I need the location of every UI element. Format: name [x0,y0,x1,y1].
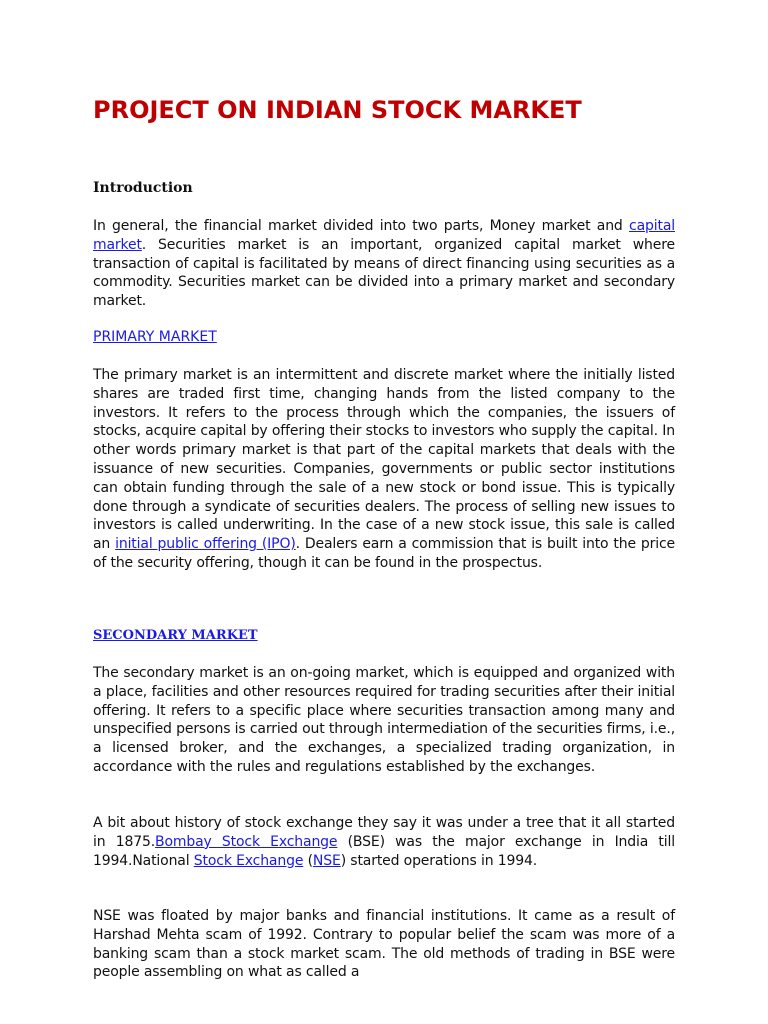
history-text-2: (BSE) was the major exchange in India till 1994.National [93,833,675,869]
ipo-link[interactable]: initial public offering (IPO) [115,536,296,553]
history-text-3: ( [303,852,313,869]
primary-market-paragraph [93,366,675,573]
introduction-heading: Introduction [93,180,193,196]
primary-market-link[interactable]: PRIMARY MARKET [93,329,217,345]
primary-text-1: The primary market is an intermittent and discrete market where the initially listed shares are traded first time, changing hands from the listed company to the investors. It refers to the process through which the companies, the issuers of stocks, acquire capital by offering their stocks to investors who supply the capital. In other words primary market is that part of the capital markets that deals with the issuance of new securities. Companies, governments or public sector institutions can obtain funding through the sale of a new stock or bond issue. This is typically done through a syndicate of securities dealers. The process of selling new issues to investors is called underwriting. In the case of a new stock issue, this sale is called an [93,367,675,553]
nse-link[interactable]: NSE [312,852,341,869]
history-text-1: A bit about history of stock exchange they say it was under a tree that it all started in 1875. [93,815,675,850]
primary-text-2: . Dealers earn a commission that is built into the price of the security offering, though it can be found in the prospectus. [93,536,675,571]
intro-paragraph [93,217,675,311]
secondary-market-link[interactable]: SECONDARY MARKET [93,628,258,643]
nse-paragraph: NSE was floated by major banks and financial institutions. It came as a result of Harshad Mehta scam of 1992. Contrary to popular belief the scam was more of a banking scam than a stock market scam. The old methods of trading in BSE were people assembling on what as called a [93,908,675,981]
intro-text-1: In general, the financial market divided into two parts, Money market and [93,218,630,234]
bombay-stock-exchange-link[interactable]: Bombay Stock Exchange [155,833,338,850]
history-paragraph [93,814,675,870]
stock-exchange-link[interactable]: Stock Exchange [193,852,304,869]
secondary-market-paragraph: The secondary market is an on-going market, which is equipped and organized with a place, facilities and other resources required for trading securities after their initial offering. It refers to a specific place where securities transaction among many and unspecified persons is carried out through intermediation of the securities firms, i.e., a licensed broker, and the exchanges, a specialized trading organization, in accordance with the rules and regulations established by the exchanges. [93,665,675,775]
capital-market-link[interactable]: capital market [93,218,675,253]
intro-text-2: . Securities market is an important, organized capital market where transaction of capital is facilitated by means of direct financing using securities as a commodity. Securities market can be divided into a primary market and secondary market. [93,236,675,310]
history-text-4: ) started operations in 1994. [340,852,538,869]
document-title: PROJECT ON INDIAN STOCK MARKET [93,96,582,124]
